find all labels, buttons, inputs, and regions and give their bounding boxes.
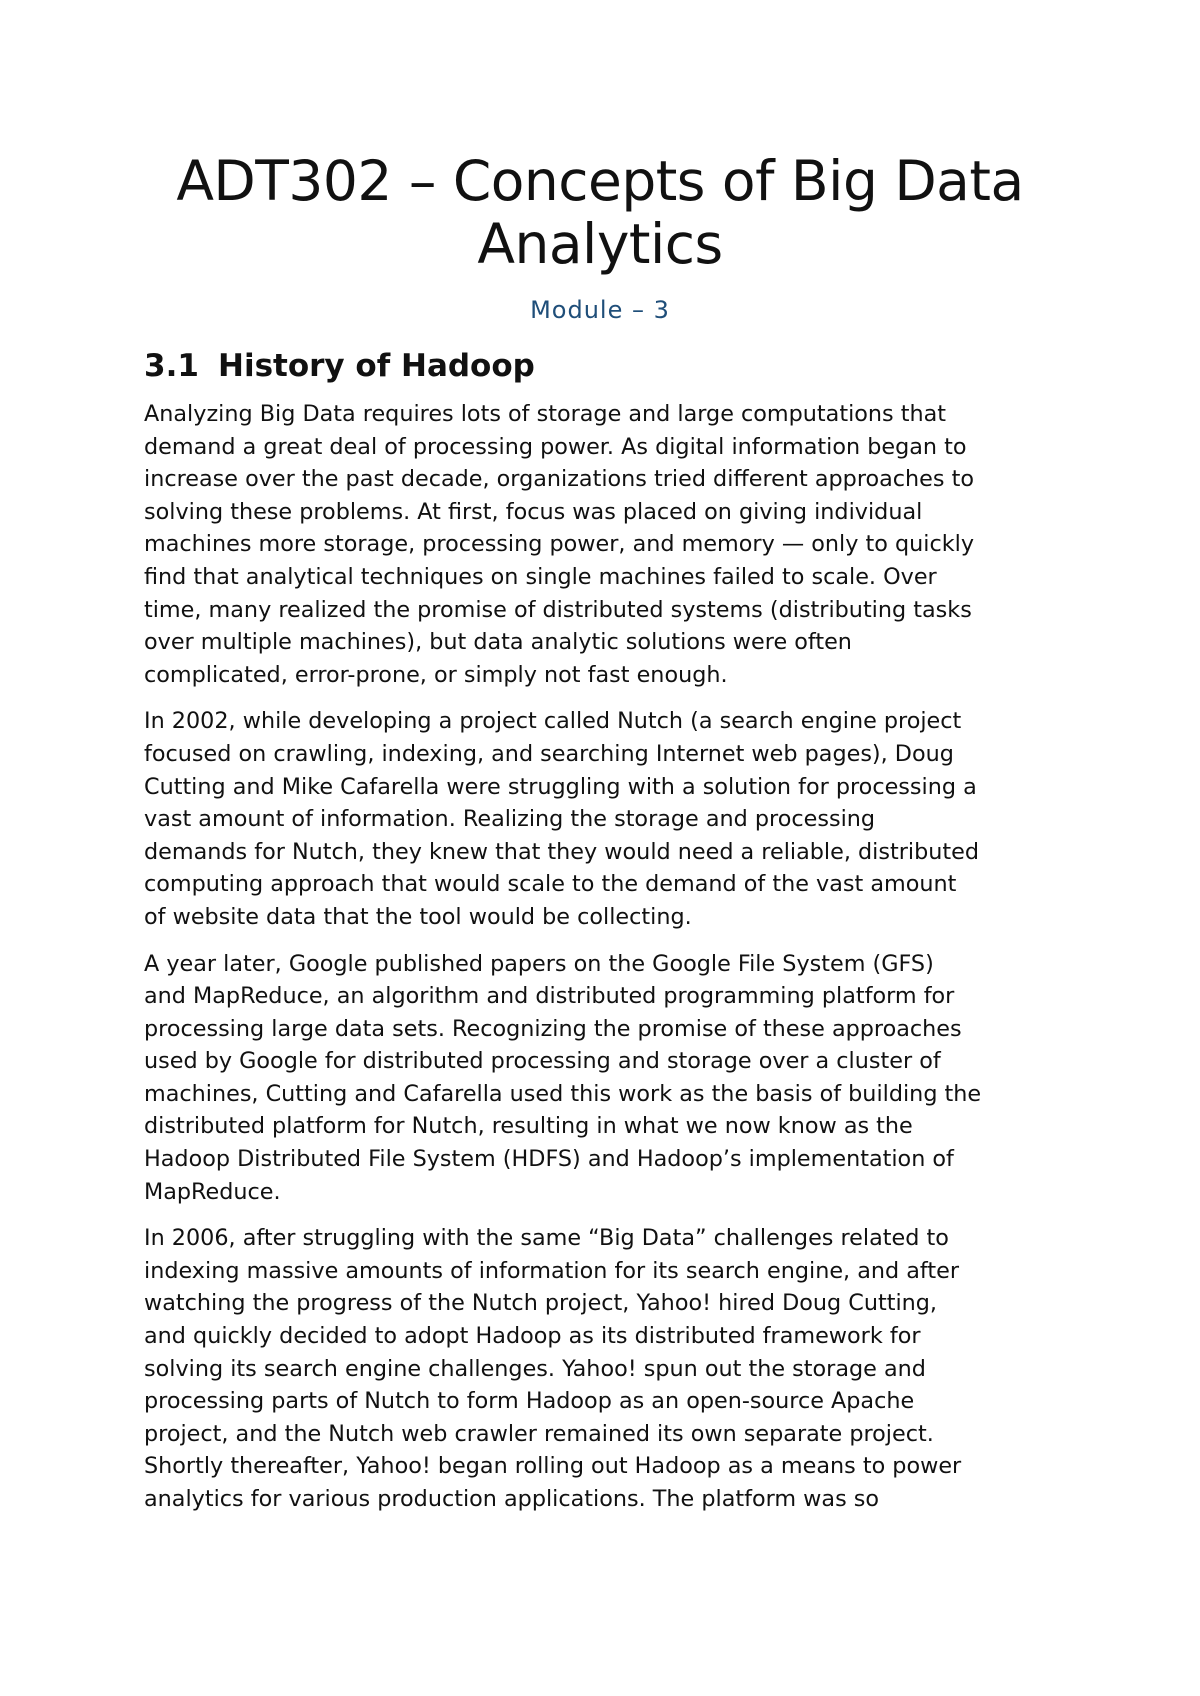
section-number: 3.1 [144, 348, 199, 384]
paragraph: In 2006, after struggling with the same “Big Data” challenges related to indexing massive amounts of information for its search engine, and after watching the progress of the Nutch project, Yahoo! hired Doug Cutting, and quickly decided to adopt Hadoop as its distributed framework for solving its search engine challenges. Yahoo! spun out the storage and processing parts of Nutch to form Hadoop as an open-source Apache project, and the Nutch web crawler remained its own separate project. Shortly thereafter, Yahoo! began rolling out Hadoop as a means to power analytics for various production applications. The platform was so [144, 1225, 962, 1512]
section-title: History of Hadoop [218, 348, 535, 384]
module-subtitle: Module – 3 [530, 296, 670, 324]
paragraph: Analyzing Big Data requires lots of storage and large computations that demand a great deal of processing power. As digital information began to increase over the past decade, organizations tried different approaches to solving these problems. At first, focus was placed on giving individual machines more storage, processing power, and memory — only to quickly find that analytical techniques on single machines failed to scale. Over time, many realized the promise of distributed systems (distributing tasks over multiple machines), but data analytic solutions were often complicated, error-prone, or simply not fast enough. [144, 401, 975, 688]
paragraph: A year later, Google published papers on the Google File System (GFS) and MapReduce, an algorithm and distributed programming platform for processing large data sets. Recognizing the promise of these approaches used by Google for distributed processing and storage over a cluster of machines, Cutting and Cafarella used this work as the basis of building the distributed platform for Nutch, resulting in what we now know as the Hadoop Distributed File System (HDFS) and Hadoop’s implementation of MapReduce. [144, 950, 982, 1205]
section-heading [144, 346, 535, 386]
body-text [144, 398, 1079, 1530]
document-title: ADT302 – Concepts of Big Data Analytics [176, 149, 1024, 276]
paragraph: In 2002, while developing a project called Nutch (a search engine project focused on crawling, indexing, and searching Internet web pages), Doug Cutting and Mike Cafarella were struggling with a solution for processing a vast amount of information. Realizing the storage and processing demands for Nutch, they knew that they would need a reliable, distributed computing approach that would scale to the demand of the vast amount of website data that the tool would be collecting. [144, 708, 979, 930]
